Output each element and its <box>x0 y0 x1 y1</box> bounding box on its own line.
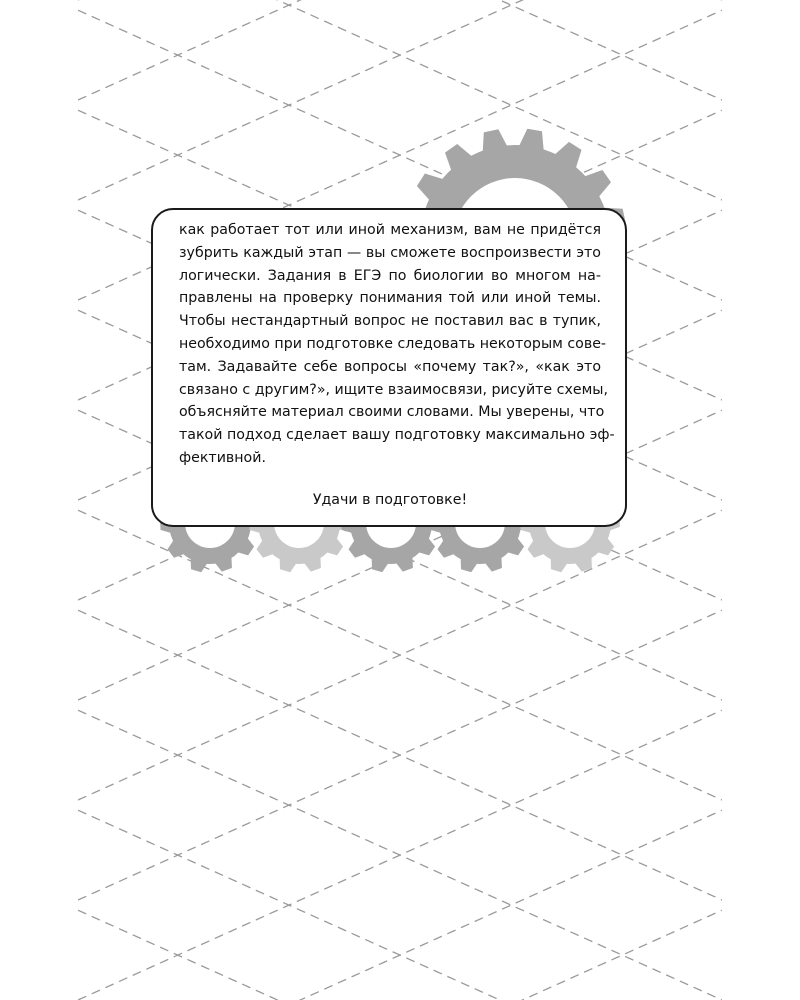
body-line: там. Задавайте себе вопросы «почему так?», «как это <box>179 358 601 375</box>
body-line: Чтобы нестандартный вопрос не поставил вас в тупик, <box>179 313 601 330</box>
body-line: необходимо при подготовке следовать некоторым сове- <box>179 335 607 352</box>
body-line: такой подход сделает вашу подготовку максимально эф- <box>179 427 615 444</box>
body-paragraph <box>179 219 615 470</box>
body-line: логически. Задания в ЕГЭ по биологии во многом на- <box>179 267 601 284</box>
body-line: фективной. <box>179 449 266 466</box>
body-line: связано с другим?», ищите взаимосвязи, рисуйте схемы, <box>179 381 609 398</box>
text-box <box>151 208 627 527</box>
body-line: объясняйте материал своими словами. Мы уверены, что <box>179 404 605 421</box>
body-line: правлены на проверку понимания той или иной темы. <box>179 290 601 307</box>
body-line: как работает тот или иной механизм, вам не придётся <box>179 222 601 238</box>
body-line: зубрить каждый этап — вы сможете воспроизвести это <box>179 244 601 261</box>
closing-line: Удачи в подготовке! <box>312 491 468 508</box>
